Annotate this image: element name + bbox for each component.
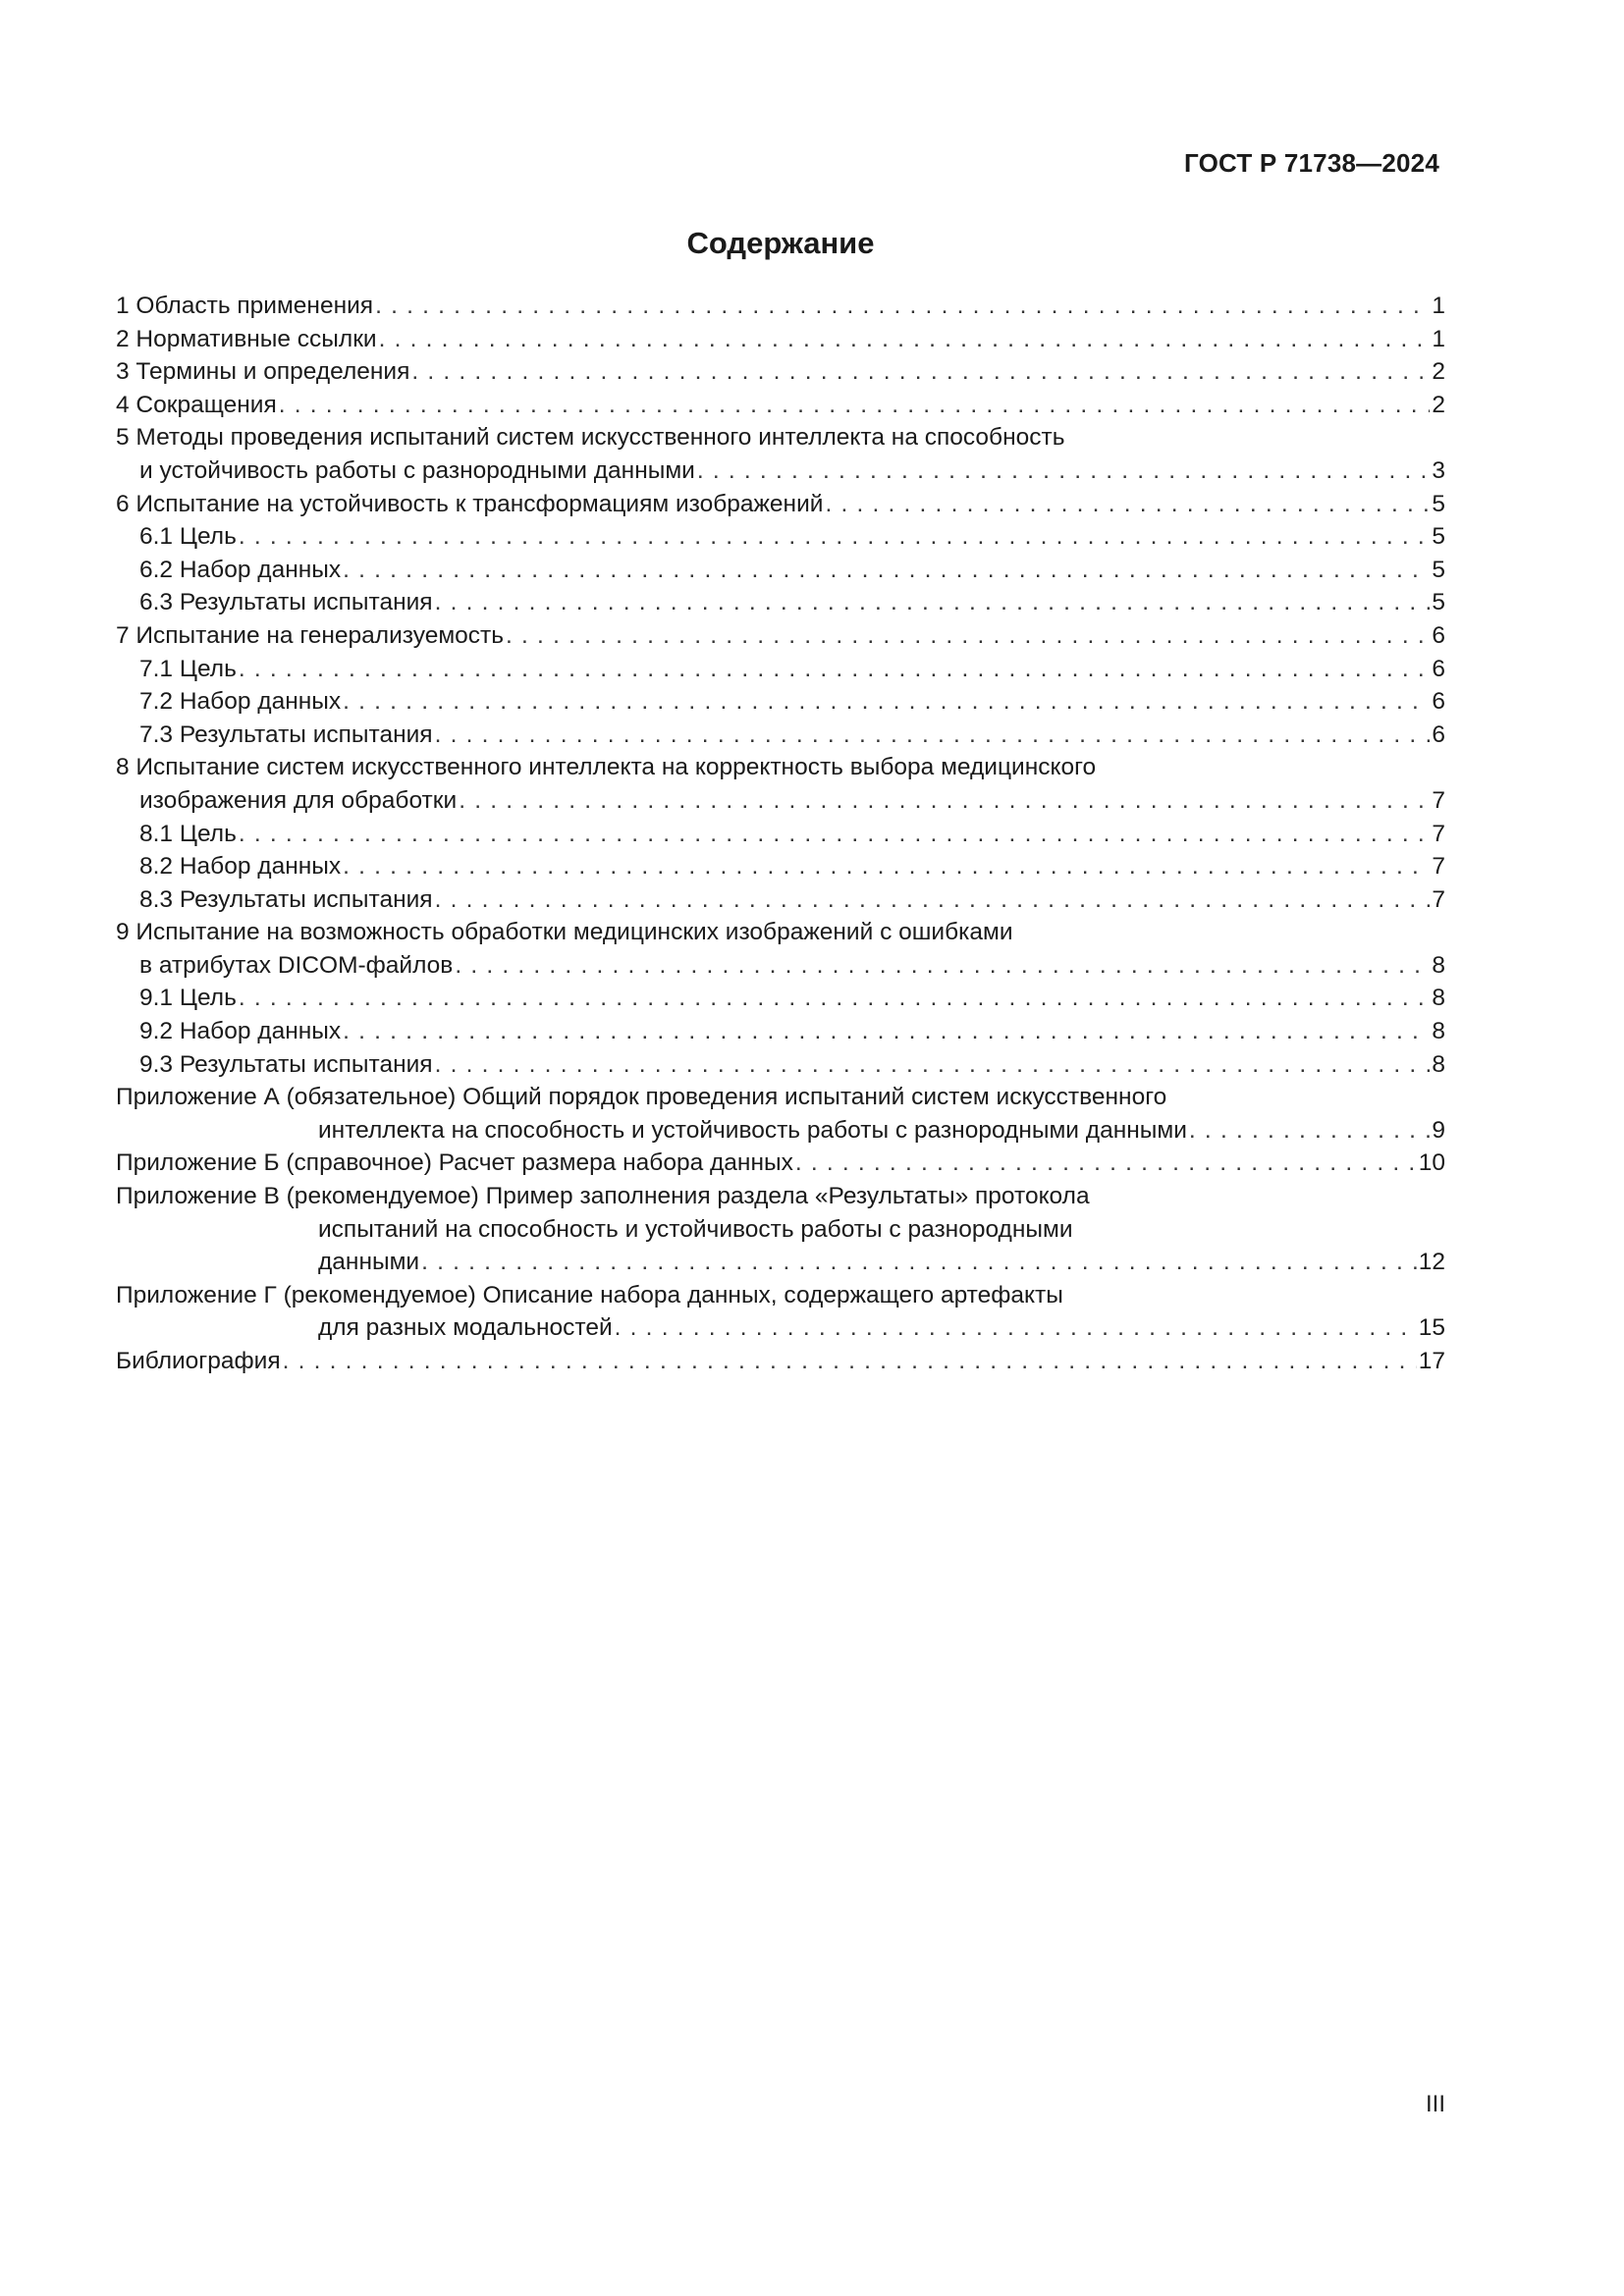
toc-entry-text: Приложение В (рекомендуемое) Пример заполнения раздела «Результаты» протокола — [116, 1183, 1090, 1210]
toc-entry-page: 5 — [1432, 556, 1445, 583]
toc-entry[interactable] — [116, 653, 1445, 686]
toc-entry[interactable] — [116, 619, 1445, 653]
toc-entry-text: 5 Методы проведения испытаний систем искусственного интеллекта на способность — [116, 424, 1065, 452]
toc-entry-text: испытаний на способность и устойчивость работы с разнородными — [318, 1215, 1073, 1243]
toc-entry[interactable] — [116, 355, 1445, 389]
document-number: ГОСТ Р 71738—2024 — [1184, 148, 1439, 178]
toc-entry-page: 17 — [1418, 1348, 1445, 1374]
dot-leader — [375, 290, 1430, 323]
toc-entry-page: 8 — [1432, 1050, 1445, 1078]
toc-entry[interactable] — [116, 323, 1445, 356]
toc-entry[interactable] — [116, 1147, 1445, 1180]
toc-entry-text: и устойчивость работы с разнородными данными — [139, 456, 695, 484]
toc-title: Содержание — [686, 226, 875, 260]
toc-entry[interactable] — [116, 520, 1445, 554]
dot-leader — [506, 619, 1430, 653]
toc-entry-page: 5 — [1432, 523, 1445, 551]
toc-entry-text: Библиография — [116, 1348, 281, 1374]
dot-leader — [239, 818, 1430, 851]
toc-entry-text: 4 Сокращения — [116, 391, 277, 418]
toc-entry[interactable] — [116, 421, 1445, 454]
toc-entry-text: 8.3 Результаты испытания — [139, 885, 433, 913]
toc-entry-page: 9 — [1432, 1116, 1445, 1144]
toc-entry-page: 5 — [1432, 589, 1445, 616]
toc-entry[interactable] — [116, 389, 1445, 422]
toc-entry-page: 15 — [1418, 1314, 1445, 1342]
toc-entry-page: 6 — [1432, 721, 1445, 748]
toc-entry-text: изображения для обработки — [139, 786, 458, 814]
toc-entry-page: 3 — [1432, 456, 1445, 484]
toc-entry[interactable] — [116, 685, 1445, 719]
dot-leader — [343, 685, 1430, 719]
toc-entry[interactable] — [116, 982, 1445, 1015]
dot-leader — [435, 1048, 1431, 1082]
toc-entry-page: 6 — [1432, 688, 1445, 716]
toc-entry-text: 8.1 Цель — [139, 820, 237, 847]
dot-leader — [459, 784, 1430, 818]
toc-entry-text: 8.2 Набор данных — [139, 853, 342, 881]
toc-entry-page: 6 — [1432, 655, 1445, 682]
dot-leader — [615, 1311, 1417, 1345]
toc-entry[interactable] — [116, 1345, 1445, 1378]
toc-entry-text: 6.3 Результаты испытания — [139, 589, 433, 616]
toc-entry-text: для разных модальностей — [318, 1314, 613, 1342]
toc-entry-text: интеллекта на способность и устойчивость работы с разнородными данными — [318, 1116, 1187, 1144]
toc-entry[interactable] — [116, 784, 1445, 818]
toc-entry-text: Приложение А (обязательное) Общий порядок проведения испытаний систем искусственного — [116, 1084, 1167, 1111]
toc-entry-page: 2 — [1432, 358, 1445, 386]
toc-entry-text: 7.3 Результаты испытания — [139, 721, 433, 748]
dot-leader — [795, 1147, 1417, 1180]
toc-entry[interactable] — [116, 1311, 1445, 1345]
toc-entry[interactable] — [116, 1279, 1445, 1312]
toc-entry-page: 12 — [1418, 1249, 1445, 1276]
dot-leader — [455, 949, 1430, 983]
toc-entry-page: 7 — [1432, 885, 1445, 913]
dot-leader — [343, 554, 1430, 587]
toc-entry-text: 9 Испытание на возможность обработки медицинских изображений с ошибками — [116, 919, 1013, 946]
toc-entry[interactable] — [116, 1081, 1445, 1114]
dot-leader — [411, 355, 1430, 389]
dot-leader — [239, 520, 1430, 554]
toc-entry-text: 6.2 Набор данных — [139, 556, 342, 583]
dot-leader — [697, 454, 1430, 488]
dot-leader — [343, 850, 1430, 883]
toc-entry[interactable] — [116, 1048, 1445, 1082]
toc-entry[interactable] — [116, 454, 1445, 488]
toc-entry-text: 7.1 Цель — [139, 655, 237, 682]
table-of-contents — [116, 290, 1445, 1378]
toc-entry[interactable] — [116, 883, 1445, 917]
toc-entry-page: 5 — [1432, 490, 1445, 517]
toc-entry[interactable] — [116, 488, 1445, 521]
dot-leader — [435, 719, 1431, 752]
toc-entry[interactable] — [116, 1213, 1445, 1247]
dot-leader — [825, 488, 1430, 521]
toc-entry[interactable] — [116, 290, 1445, 323]
toc-entry-text: данными — [318, 1249, 420, 1276]
toc-entry[interactable] — [116, 1246, 1445, 1279]
toc-entry-text: 7.2 Набор данных — [139, 688, 342, 716]
dot-leader — [1189, 1114, 1430, 1148]
toc-entry-page: 1 — [1432, 325, 1445, 352]
dot-leader — [435, 586, 1431, 619]
toc-entry[interactable] — [116, 751, 1445, 784]
toc-entry[interactable] — [116, 818, 1445, 851]
dot-leader — [343, 1015, 1430, 1048]
toc-entry[interactable] — [116, 586, 1445, 619]
dot-leader — [435, 883, 1431, 917]
toc-entry[interactable] — [116, 554, 1445, 587]
toc-entry-text: 6 Испытание на устойчивость к трансформациям изображений — [116, 490, 824, 517]
toc-entry[interactable] — [116, 1114, 1445, 1148]
toc-entry-text: 9.1 Цель — [139, 985, 237, 1012]
toc-entry-text: 9.3 Результаты испытания — [139, 1050, 433, 1078]
toc-entry-page: 7 — [1432, 786, 1445, 814]
toc-entry-page: 8 — [1432, 951, 1445, 979]
toc-entry[interactable] — [116, 1180, 1445, 1213]
toc-entry[interactable] — [116, 916, 1445, 949]
toc-entry-text: 1 Область применения — [116, 293, 374, 319]
toc-entry-text: в атрибутах DICOM-файлов — [139, 951, 454, 979]
dot-leader — [421, 1246, 1417, 1279]
toc-entry-text: 3 Термины и определения — [116, 358, 410, 386]
dot-leader — [239, 653, 1430, 686]
toc-entry-text: 8 Испытание систем искусственного интеллекта на корректность выбора медицинского — [116, 754, 1097, 781]
dot-leader — [239, 982, 1430, 1015]
toc-entry-text: 2 Нормативные ссылки — [116, 325, 377, 352]
toc-entry[interactable] — [116, 949, 1445, 983]
toc-entry-page: 6 — [1432, 621, 1445, 649]
toc-entry-text: Приложение Б (справочное) Расчет размера набора данных — [116, 1149, 793, 1177]
toc-entry-text: Приложение Г (рекомендуемое) Описание набора данных, содержащего артефакты — [116, 1281, 1063, 1308]
toc-entry-page: 7 — [1432, 820, 1445, 847]
dot-leader — [379, 323, 1431, 356]
toc-entry-page: 1 — [1432, 293, 1445, 319]
toc-entry-page: 8 — [1432, 985, 1445, 1012]
toc-entry-page: 8 — [1432, 1018, 1445, 1045]
toc-entry-text: 7 Испытание на генерализуемость — [116, 621, 505, 649]
dot-leader — [279, 389, 1431, 422]
toc-entry[interactable] — [116, 850, 1445, 883]
page-number: III — [1425, 2091, 1445, 2117]
toc-entry[interactable] — [116, 1015, 1445, 1048]
toc-entry-page: 10 — [1418, 1149, 1445, 1177]
toc-entry-page: 2 — [1432, 391, 1445, 418]
toc-entry[interactable] — [116, 719, 1445, 752]
dot-leader — [283, 1345, 1417, 1378]
toc-entry-text: 6.1 Цель — [139, 523, 237, 551]
toc-entry-page: 7 — [1432, 853, 1445, 881]
toc-entry-text: 9.2 Набор данных — [139, 1018, 342, 1045]
